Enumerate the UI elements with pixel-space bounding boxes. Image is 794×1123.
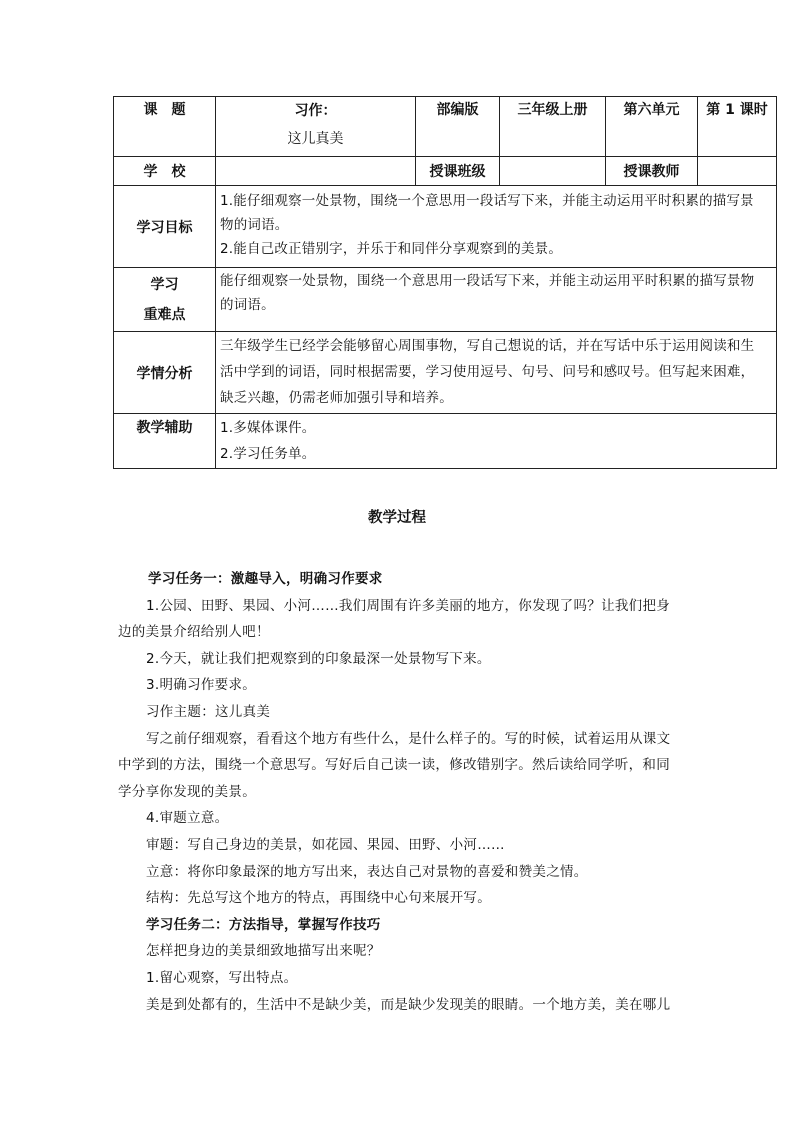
- goals-content: 1.能仔细观察一处景物，围绕一个意思用一段话写下来，并能主动运用平时积累的描写景 物的词语。 2.能自己改正错别字，并乐于和同伴分享观察到的美景。: [216, 186, 777, 268]
- paragraph: 习作主题：这儿真美: [146, 703, 271, 720]
- topic-label: 课 题: [114, 97, 216, 157]
- aids-label: 教学辅助: [114, 414, 216, 469]
- grade-cell: 三年级上册: [500, 97, 606, 157]
- unit-cell: 第六单元: [606, 97, 698, 157]
- aids-content: 1.多媒体课件。 2.学习任务单。: [216, 414, 777, 469]
- paragraph: 怎样把身边的美景细致地描写出来呢？: [146, 943, 381, 960]
- edition-cell: 部编版: [416, 97, 500, 157]
- paragraph: 4.审题立意。: [146, 810, 229, 827]
- paragraph: 1.留心观察，写出特点。: [146, 969, 298, 986]
- school-label: 学 校: [114, 157, 216, 186]
- teacher-label: 授课教师: [606, 157, 698, 186]
- paragraph: 结构：先总写这个地方的特点，再围绕中心句来展开写。: [146, 890, 491, 907]
- keypoints-label: 学习 重难点: [114, 268, 216, 332]
- analysis-content: 三年级学生已经学会能够留心周围事物，写自己想说的话，并在写话中乐于运用阅读和生 活中学到的词语，同时根据需要，学习使用逗号、句号、问号和感叹号。但写起来困难， 缺乏兴趣，仍需老师加强引导和培养。: [216, 332, 777, 414]
- paragraph: 美是到处都有的，生活中不是缺少美，而是缺少发现美的眼睛。一个地方美，美在哪儿: [146, 996, 671, 1013]
- goals-label: 学习目标: [114, 186, 216, 268]
- lesson-info-table: [113, 96, 777, 469]
- paragraph: 写之前仔细观察，看看这个地方有些什么，是什么样子的。写的时候，试着运用从课文: [146, 730, 671, 747]
- class-label: 授课班级: [416, 157, 500, 186]
- analysis-label: 学情分析: [114, 332, 216, 414]
- paragraph: 中学到的方法，围绕一个意思写。写好后自己读一读，修改错别字。然后读给同学听，和同: [118, 757, 670, 774]
- lesson-number-cell: 第 1 课时: [698, 97, 777, 157]
- process-body: [118, 566, 678, 1018]
- paragraph: 边的美景介绍给别人吧！: [118, 624, 270, 641]
- process-title: 教学过程: [368, 510, 426, 526]
- paragraph: 1.公园、田野、果园、小河……我们周围有许多美丽的地方，你发现了吗？让我们把身: [146, 597, 671, 614]
- paragraph: 学分享你发现的美景。: [118, 783, 256, 800]
- teacher-value: [698, 157, 777, 186]
- paragraph: 审题：写自己身边的美景，如花园、果园、田野、小河……: [146, 836, 505, 853]
- class-value: [500, 157, 606, 186]
- task-two-heading: 学习任务二：方法指导，掌握写作技巧: [146, 916, 381, 933]
- paragraph: 3.明确习作要求。: [146, 677, 257, 694]
- school-value: [216, 157, 416, 186]
- lesson-title: 习作： 这儿真美: [216, 97, 416, 157]
- keypoints-content: 能仔细观察一处景物，围绕一个意思用一段话写下来，并能主动运用平时积累的描写景物 的词语。: [216, 268, 777, 332]
- paragraph: 2.今天，就让我们把观察到的印象最深一处景物写下来。: [146, 650, 491, 667]
- task-one-heading: 学习任务一：激趣导入，明确习作要求: [148, 571, 383, 587]
- paragraph: 立意：将你印象最深的地方写出来，表达自己对景物的喜爱和赞美之情。: [146, 863, 588, 880]
